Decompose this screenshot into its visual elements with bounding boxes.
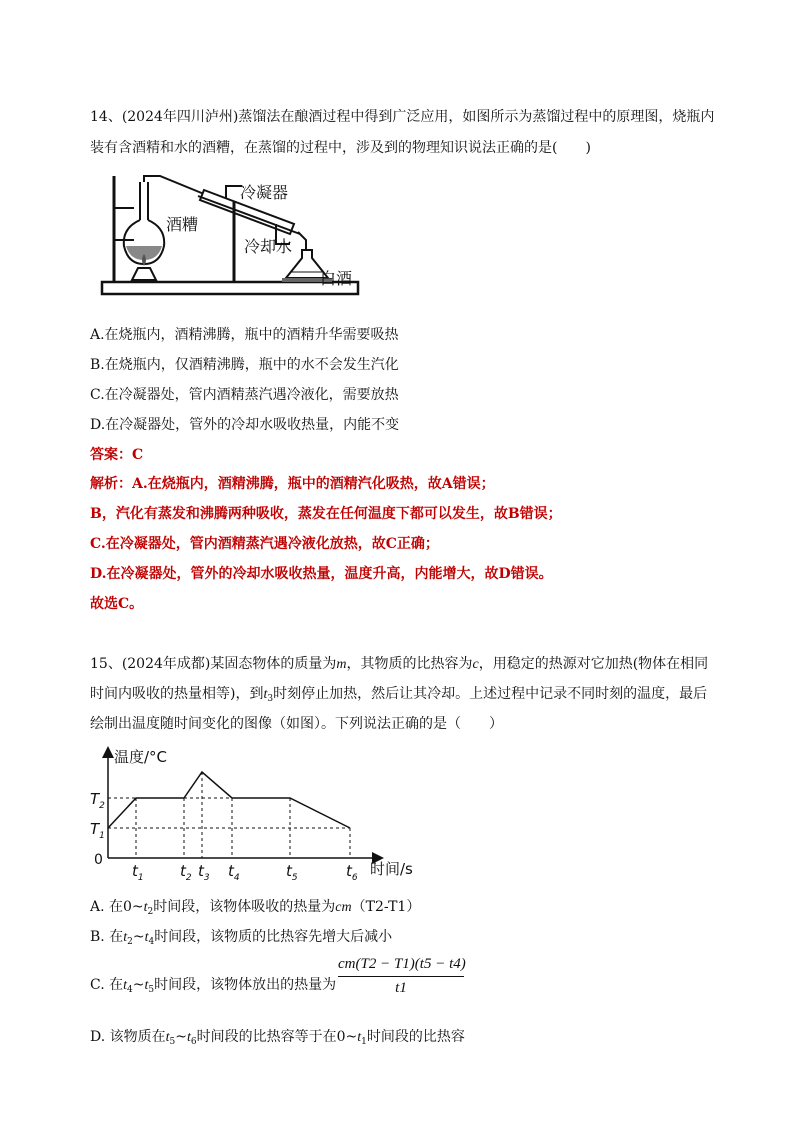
y-tick-t2: $T_2$ <box>90 790 105 811</box>
q14-analysis-line2: B，汽化有蒸发和沸腾两种吸收，蒸发在任何温度下都可以发生，故B错误； <box>90 506 562 522</box>
x-tick-t3: $t_3$ <box>198 862 210 882</box>
q14-option-b: B.在烧瓶内，仅酒精沸腾，瓶中的水不会发生汽化 <box>90 357 399 373</box>
q15-stem-c: c <box>472 657 479 672</box>
q14-option-a: A.在烧瓶内，酒精沸腾，瓶中的酒精升华需要吸热 <box>90 327 399 343</box>
q15-option-a: A. 在$0\sim t_2$时间段，该物体吸收的热量为cm（T2-T1） <box>90 899 421 917</box>
q14-option-c: C.在冷凝器处，管内酒精蒸汽遇冷液化，需要放热 <box>90 387 399 403</box>
q15-option-d: D. 该物质在$t_5\sim t_6$时间段的比热容等于在$0\sim t_1$时间段的比热容 <box>90 1029 465 1047</box>
fraction-numerator: cm(T2 − T1)(t5 − t4) <box>338 956 464 977</box>
x-tick-t4: $t_4$ <box>228 862 240 882</box>
q14-analysis-line1: 解析：A.在烧瓶内，酒精沸腾，瓶中的酒精汽化吸热，故A错误； <box>90 476 495 492</box>
x-tick-t6: $t_6$ <box>346 862 358 882</box>
y-axis-label: 温度/°C <box>114 748 168 766</box>
distillation-apparatus-figure <box>100 168 362 300</box>
q14-stem-line2: 装有含酒精和水的酒糟，在蒸馏的过程中，涉及到的物理知识说法正确的是( ) <box>90 140 591 156</box>
q14-analysis-line5: 故选C。 <box>90 596 144 612</box>
q15-option-c: C. 在$t_4\sim t_5$时间段，该物体放出的热量为 <box>90 977 337 995</box>
q14-analysis-line3: C.在冷凝器处，管内酒精蒸汽遇冷液化放热，故C正确； <box>90 536 439 552</box>
x-axis-label: 时间/s <box>370 860 413 878</box>
y-tick-t1: $T_1$ <box>90 820 105 841</box>
temperature-time-graph <box>88 744 418 882</box>
q14-answer: 答案：C <box>90 447 144 463</box>
liquor-label: 白酒 <box>320 269 353 288</box>
q14-option-d: D.在冷凝器处，管外的冷却水吸收热量，内能不变 <box>90 417 400 433</box>
cooling-water-label: 冷却水 <box>244 237 293 256</box>
q15-option-b: B. 在$t_2\sim t_4$时间段，该物质的比热容先增大后减小 <box>90 929 393 947</box>
fraction-denominator: t1 <box>395 980 407 996</box>
x-tick-t1: $t_1$ <box>132 862 144 882</box>
q15-stem-line1: 15、(2024年成都)某固态物体的质量为m，其物质的比热容为c，用稳定的热源对它加热(物体在相同 <box>90 656 709 672</box>
mash-label: 酒糟 <box>166 215 199 234</box>
q15-stem-line3: 绘制出温度随时间变化的图像（如图）。下列说法正确的是（ ） <box>90 716 503 732</box>
q15-stem-line2: 时间内吸收的热量相等)，到$t_3$时刻停止加热，然后让其冷却。上述过程中记录不同时刻的温度，最后 <box>90 686 708 704</box>
q15-stem-m: m <box>336 657 347 672</box>
origin-label: 0 <box>94 852 103 868</box>
q15-option-c-fraction <box>338 956 464 997</box>
q14-stem-line1: 14、(2024年四川泸州)蒸馏法在酿酒过程中得到广泛应用，如图所示为蒸馏过程中的原理图，烧瓶内 <box>90 109 715 125</box>
x-tick-t5: $t_5$ <box>286 862 298 882</box>
condenser-label: 冷凝器 <box>240 183 289 202</box>
x-tick-t2: $t_2$ <box>180 862 192 882</box>
q14-analysis-line4: D.在冷凝器处，管外的冷却水吸收热量，温度升高，内能增大，故D错误。 <box>90 566 553 582</box>
